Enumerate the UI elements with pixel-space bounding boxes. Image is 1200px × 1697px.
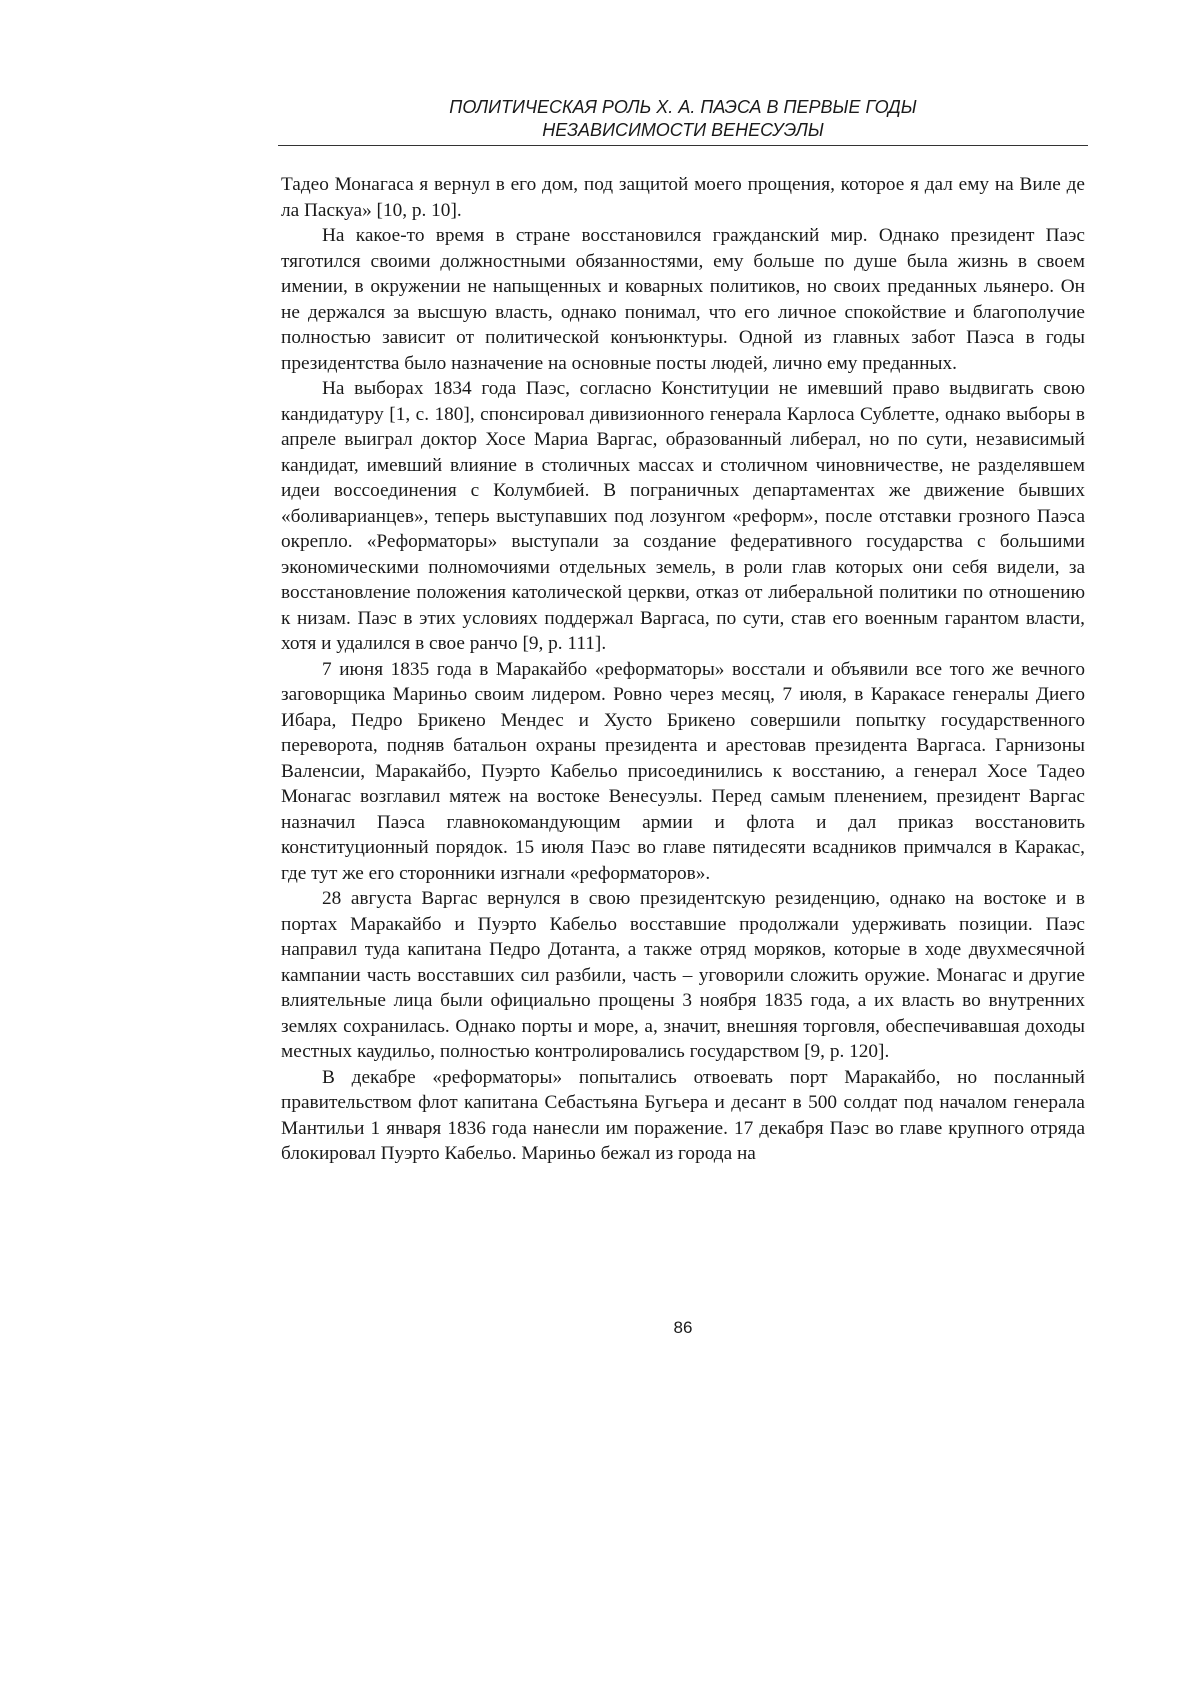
paragraph: На выборах 1834 года Паэс, согласно Конституции не имевший право выдвигать свою кандидатуру [1, с. 180], спонсировал дивизионного генерала Карлоса Сублетте, однако выборы в апреле выиграл доктор Хосе Мариа Варгас, образованный либерал, но по сути, независимый кандидат, имевший влияние в столичных массах и столичном чиновничестве, не разделявшем идеи воссоединения с Колумбией. В пограничных департаментах же движение бывших «боливарианцев», теперь выступавших под лозунгом «реформ», после отставки грозного Паэса окрепло. «Реформаторы» выступали за создание федеративного государства с большими экономическими полномочиями отдельных земель, в роли глав которых они себя видели, за восстановление положения католической церкви, отказ от либеральной политики по отношению к низам. Паэс в этих условиях поддержал Варгаса, по сути, став его военным гарантом власти, хотя и удалился в свое ранчо [9, р. 111]. [281,376,1085,657]
paragraph: На какое-то время в стране восстановился гражданский мир. Однако президент Паэс тяготился своими должностными обязанностями, ему больше по душе была жизнь в своем имении, в окружении не напыщенных и коварных политиков, но своих преданных льянеро. Он не держался за высшую власть, однако понимал, что его личное спокойствие и благополучие полностью зависит от политической конъюнктуры. Одной из главных забот Паэса в годы президентства было назначение на основные посты людей, лично ему преданных. [281,223,1085,376]
header-divider [278,145,1088,146]
page-number: 86 [0,1318,1200,1338]
document-page [0,0,1200,1697]
running-header [278,96,1088,142]
paragraph: 7 июня 1835 года в Маракайбо «реформаторы» восстали и объявили все того же вечного заговорщика Мариньо своим лидером. Ровно через месяц, 7 июля, в Каракасе генералы Диего Ибара, Педро Брикено Мендес и Хусто Брикено совершили попытку государственного переворота, подняв батальон охраны президента и арестовав президента Варгаса. Гарнизоны Валенсии, Маракайбо, Пуэрто Кабельо присоединились к восстанию, а генерал Хосе Тадео Монагас возглавил мятеж на востоке Венесуэлы. Перед самым пленением, президент Варгас назначил Паэса главнокомандующим армии и флота и дал приказ восстановить конституционный порядок. 15 июля Паэс во главе пятидесяти всадников примчался в Каракас, где тут же его сторонники изгнали «реформаторов». [281,657,1085,887]
paragraph: В декабре «реформаторы» попытались отвоевать порт Маракайбо, но посланный правительством флот капитана Себастьяна Бугьера и десант в 500 солдат под началом генерала Мантильи 1 января 1836 года нанесли им поражение. 17 декабря Паэс во главе крупного отряда блокировал Пуэрто Кабельо. Мариньо бежал из города на [281,1065,1085,1167]
running-header-line-1: ПОЛИТИЧЕСКАЯ РОЛЬ Х. А. ПАЭСА В ПЕРВЫЕ ГОДЫ [278,96,1088,119]
running-header-line-2: НЕЗАВИСИМОСТИ ВЕНЕСУЭЛЫ [278,119,1088,142]
paragraph: 28 августа Варгас вернулся в свою президентскую резиденцию, однако на востоке и в портах Маракайбо и Пуэрто Кабельо восставшие продолжали удерживать позиции. Паэс направил туда капитана Педро Дотанта, а также отряд моряков, которые в ходе двухмесячной кампании часть восставших сил разбили, часть – уговорили сложить оружие. Монагас и другие влиятельные лица были официально прощены 3 ноября 1835 года, а их власть во внутренних землях сохранилась. Однако порты и море, а, значит, внешняя торговля, обеспечивавшая доходы местных каудильо, полностью контролировались государством [9, р. 120]. [281,886,1085,1065]
body-text [281,172,1085,1167]
paragraph-continuation: Тадео Монагаса я вернул в его дом, под защитой моего прощения, которое я дал ему на Виле де ла Паскуа» [10, р. 10]. [281,172,1085,223]
